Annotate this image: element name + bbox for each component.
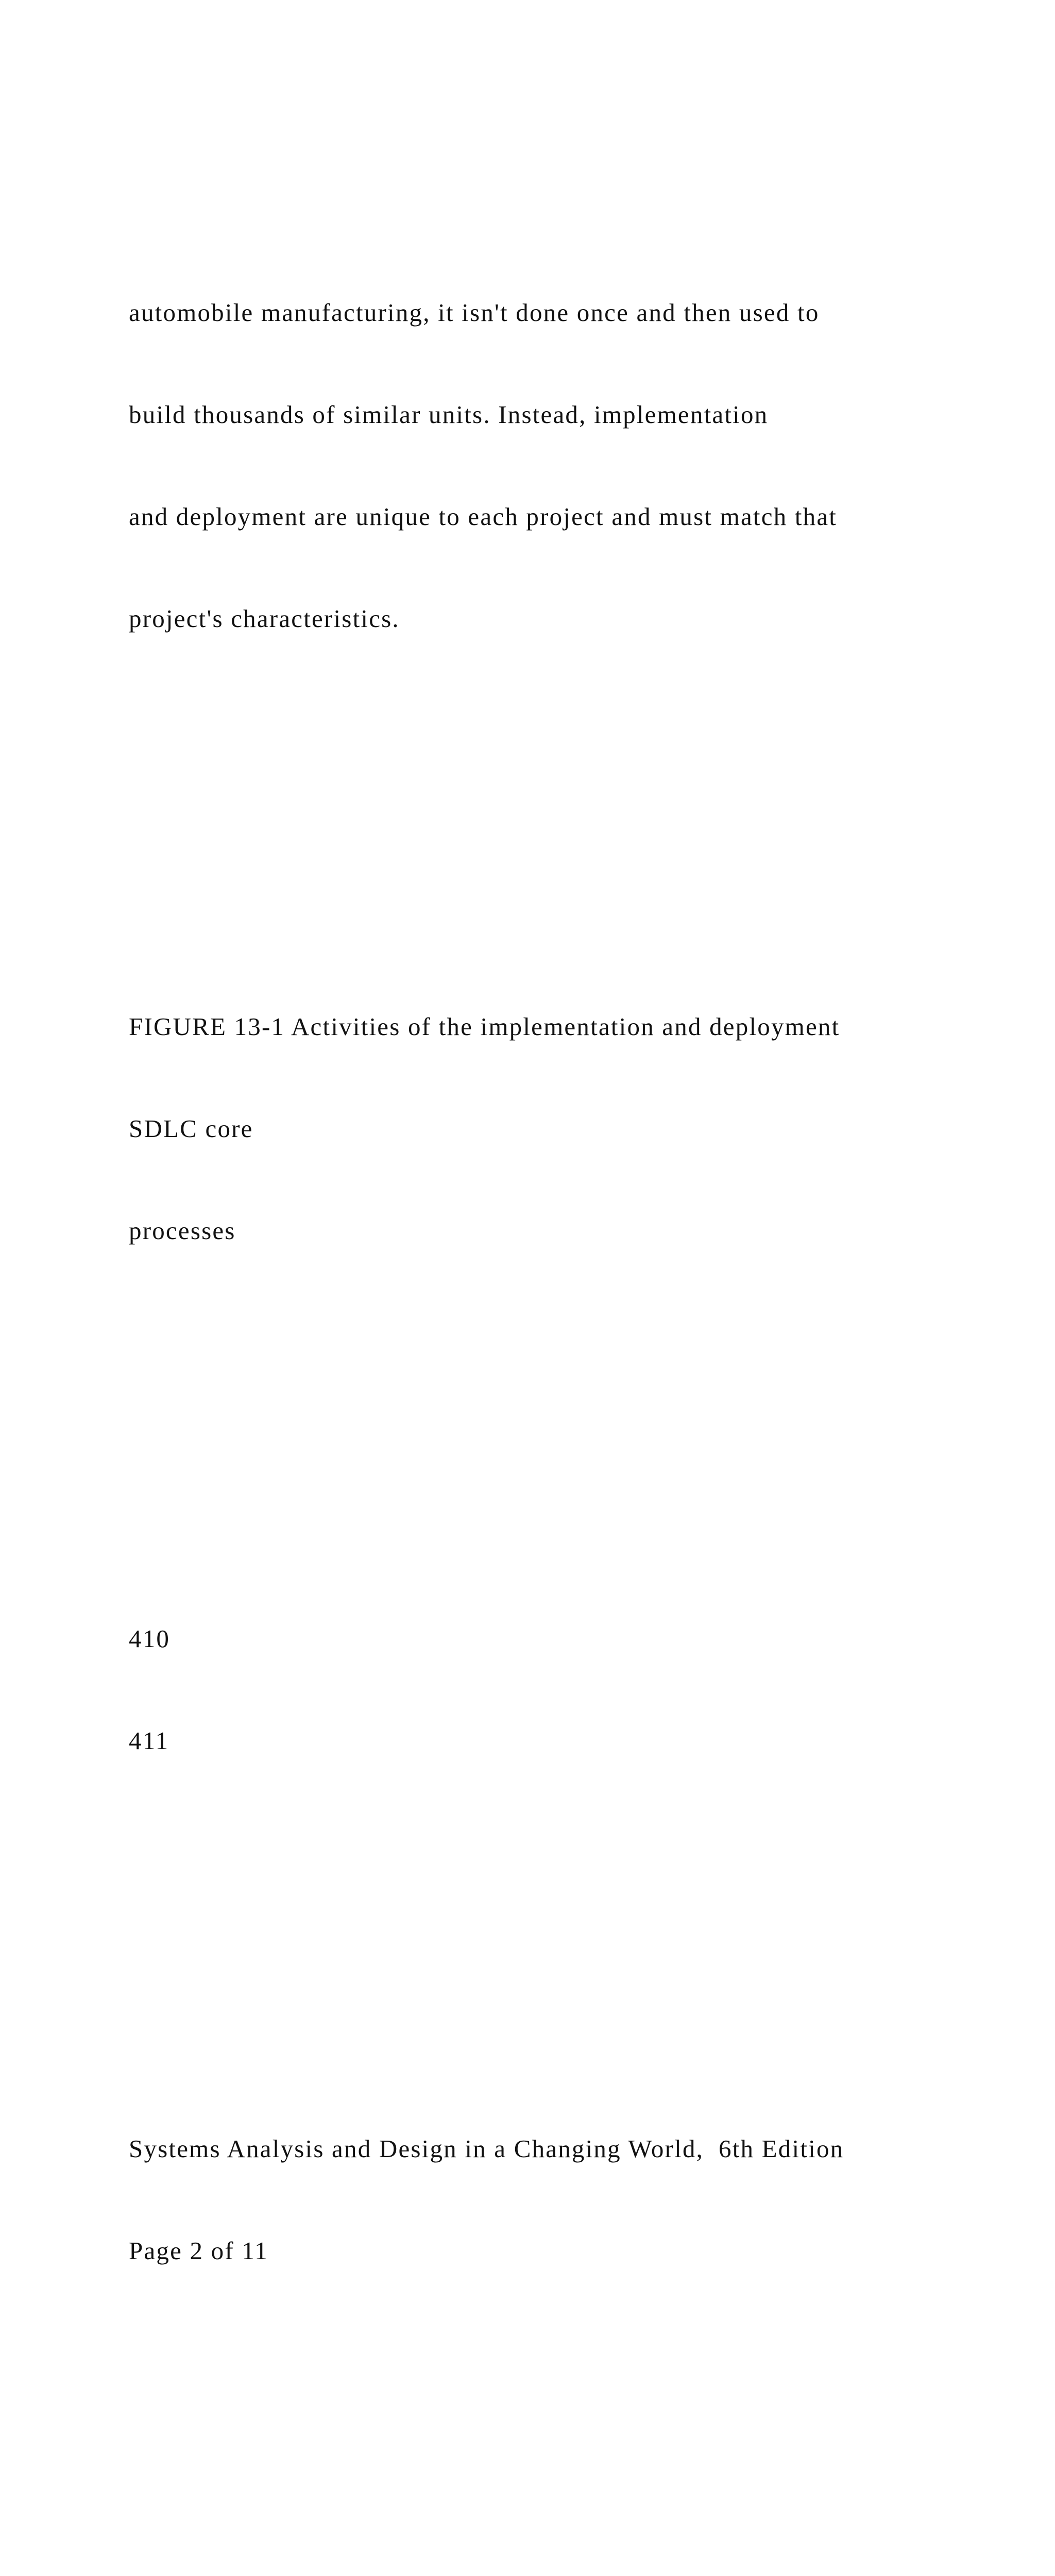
text-line: build thousands of similar units. Instead, implementation: [129, 400, 769, 429]
document-page: [129, 126, 1035, 2576]
page-number: 411: [129, 1726, 169, 1755]
text-line: project's characteristics.: [129, 604, 400, 633]
spacer: [129, 2438, 1035, 2540]
book-title: Systems Analysis and Design in a Changing World, 6th Edition: [129, 2134, 844, 2163]
figure-caption: [129, 942, 1035, 1316]
text-line: and deployment are unique to each project and must match that: [129, 502, 838, 531]
intro-paragraph: [129, 228, 1035, 704]
spacer: [129, 1418, 1035, 1452]
page-numbers: [129, 1554, 1035, 1826]
caption-line: FIGURE 13-1 Activities of the implementation and deployment: [129, 1012, 840, 1041]
page-indicator: Page 2 of 11: [129, 2236, 268, 2265]
page-number: 410: [129, 1624, 171, 1653]
spacer: [129, 1928, 1035, 1962]
text-line: automobile manufacturing, it isn't done once and then used to: [129, 298, 820, 327]
page-footer: [129, 2064, 1035, 2336]
caption-line: SDLC core: [129, 1114, 253, 1143]
caption-line: processes: [129, 1216, 236, 1245]
spacer: [129, 806, 1035, 840]
